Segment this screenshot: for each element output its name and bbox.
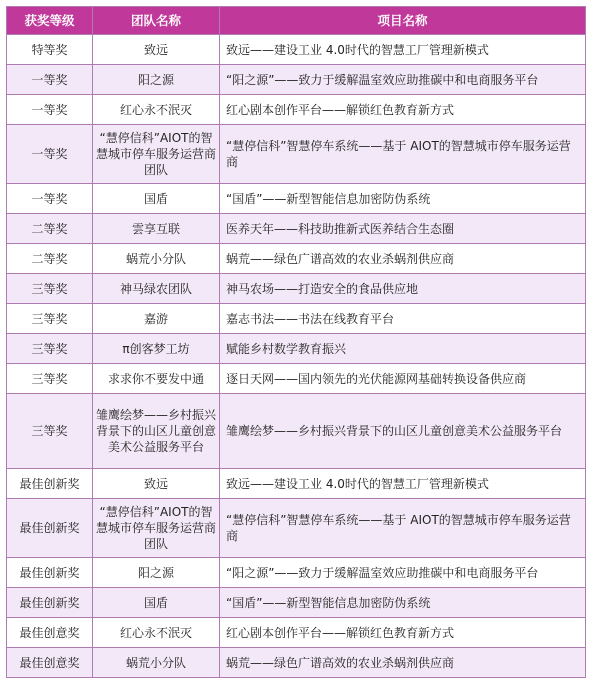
table-row [7, 394, 586, 469]
project-name-cell: 红心剧本创作平台——解锁红色教育新方式 [220, 618, 586, 648]
award-level-cell: 二等奖 [7, 244, 93, 274]
team-name-cell: “慧停信科”AIOT的智慧城市停车服务运营商团队 [93, 125, 220, 184]
table-row [7, 125, 586, 184]
team-name-cell: “慧停信科”AIOT的智慧城市停车服务运营商团队 [93, 499, 220, 558]
award-level-cell: 最佳创新奖 [7, 469, 93, 499]
table-row [7, 499, 586, 558]
project-name-cell: 逐日天网——国内领先的光伏能源网基础转换设备供应商 [220, 364, 586, 394]
table-row [7, 35, 586, 65]
project-name-cell: “国盾”——新型智能信息加密防伪系统 [220, 588, 586, 618]
award-level-cell: 最佳创意奖 [7, 648, 93, 678]
award-level-cell: 最佳创新奖 [7, 588, 93, 618]
project-name-cell: “国盾”——新型智能信息加密防伪系统 [220, 184, 586, 214]
team-name-cell: 求求你不要发中通 [93, 364, 220, 394]
table-row [7, 65, 586, 95]
award-level-cell: 最佳创新奖 [7, 499, 93, 558]
award-level-cell: 二等奖 [7, 214, 93, 244]
project-name-cell: “阳之源”——致力于缓解温室效应助推碳中和电商服务平台 [220, 65, 586, 95]
header-award-level: 获奖等级 [7, 7, 93, 35]
team-name-cell: 致远 [93, 469, 220, 499]
team-name-cell: 蜗荒小分队 [93, 244, 220, 274]
team-name-cell: 红心永不泯灭 [93, 95, 220, 125]
team-name-cell: 红心永不泯灭 [93, 618, 220, 648]
team-name-cell: 嘉游 [93, 304, 220, 334]
table-header-row [7, 7, 586, 35]
award-level-cell: 三等奖 [7, 364, 93, 394]
award-level-cell: 三等奖 [7, 274, 93, 304]
award-level-cell: 一等奖 [7, 125, 93, 184]
team-name-cell: 雏鹰绘梦——乡村振兴背景下的山区儿童创意美术公益服务平台 [93, 394, 220, 469]
project-name-cell: 神马农场——打造安全的食品供应地 [220, 274, 586, 304]
table-row [7, 334, 586, 364]
table-row [7, 244, 586, 274]
project-name-cell: 蜗荒——绿色广谱高效的农业杀蜗剂供应商 [220, 648, 586, 678]
team-name-cell: 致远 [93, 35, 220, 65]
project-name-cell: “慧停信科”智慧停车系统——基于 AIOT的智慧城市停车服务运营商 [220, 499, 586, 558]
team-name-cell: 雲享互联 [93, 214, 220, 244]
project-name-cell: “阳之源”——致力于缓解温室效应助推碳中和电商服务平台 [220, 558, 586, 588]
team-name-cell: 神马绿农团队 [93, 274, 220, 304]
project-name-cell: 蜗荒——绿色广谱高效的农业杀蜗剂供应商 [220, 244, 586, 274]
team-name-cell: 阳之源 [93, 65, 220, 95]
award-level-cell: 一等奖 [7, 95, 93, 125]
table-row [7, 184, 586, 214]
award-level-cell: 最佳创意奖 [7, 618, 93, 648]
award-level-cell: 一等奖 [7, 65, 93, 95]
team-name-cell: 国盾 [93, 184, 220, 214]
award-level-cell: 三等奖 [7, 394, 93, 469]
table-row [7, 274, 586, 304]
award-level-cell: 最佳创新奖 [7, 558, 93, 588]
team-name-cell: 国盾 [93, 588, 220, 618]
project-name-cell: 致远——建设工业 4.0时代的智慧工厂管理新模式 [220, 469, 586, 499]
award-level-cell: 一等奖 [7, 184, 93, 214]
table-row [7, 558, 586, 588]
project-name-cell: 医养天年——科技助推新式医养结合生态圈 [220, 214, 586, 244]
project-name-cell: 嘉志书法——书法在线教育平台 [220, 304, 586, 334]
project-name-cell: 致远——建设工业 4.0时代的智慧工厂管理新模式 [220, 35, 586, 65]
table-row [7, 469, 586, 499]
table-row [7, 214, 586, 244]
table-row [7, 95, 586, 125]
table-row [7, 364, 586, 394]
header-team-name: 团队名称 [93, 7, 220, 35]
award-level-cell: 三等奖 [7, 334, 93, 364]
award-level-cell: 特等奖 [7, 35, 93, 65]
team-name-cell: 蜗荒小分队 [93, 648, 220, 678]
table-row [7, 304, 586, 334]
award-level-cell: 三等奖 [7, 304, 93, 334]
table-row [7, 618, 586, 648]
project-name-cell: 赋能乡村数学教育振兴 [220, 334, 586, 364]
awards-table [6, 6, 586, 678]
project-name-cell: 雏鹰绘梦——乡村振兴背景下的山区儿童创意美术公益服务平台 [220, 394, 586, 469]
project-name-cell: “慧停信科”智慧停车系统——基于 AIOT的智慧城市停车服务运营商 [220, 125, 586, 184]
table-row [7, 588, 586, 618]
project-name-cell: 红心剧本创作平台——解锁红色教育新方式 [220, 95, 586, 125]
header-project-name: 项目名称 [220, 7, 586, 35]
team-name-cell: π创客梦工坊 [93, 334, 220, 364]
table-row [7, 648, 586, 678]
team-name-cell: 阳之源 [93, 558, 220, 588]
